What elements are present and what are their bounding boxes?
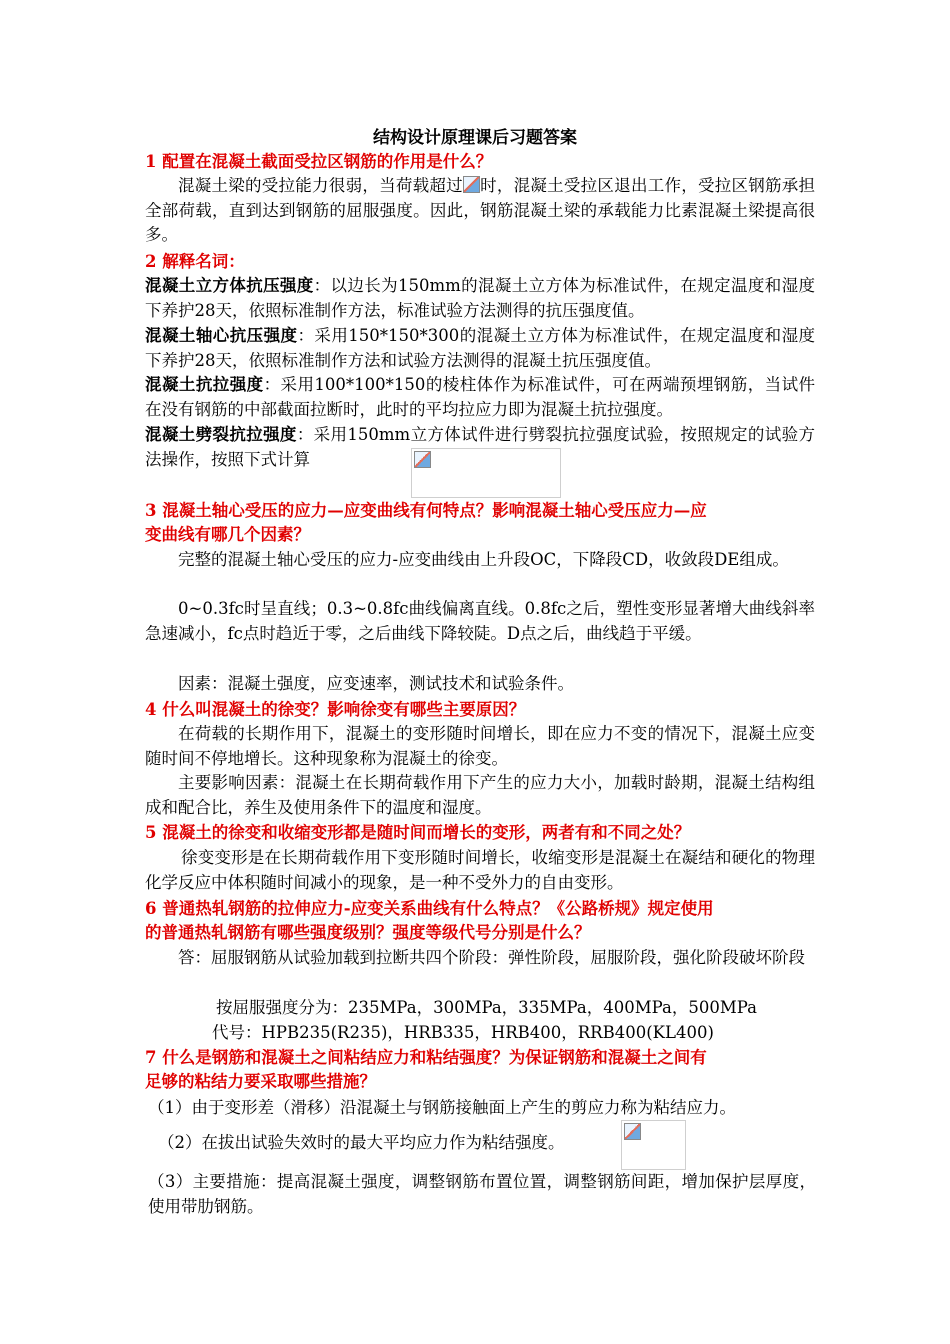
question-4-paragraph-1: 在荷载的长期作用下，混凝土的变形随时间增长，即在应力不变的情况下，混凝土应变随时间不停地增长。这种现象称为混凝土的徐变。 [145, 724, 815, 768]
question-7-paragraph-2: （2）在拔出试验失效时的最大平均应力作为粘结强度。 [158, 1133, 565, 1152]
term-name: 混凝土抗拉强度 [145, 375, 264, 394]
question-1-heading: 1 配置在混凝土截面受拉区钢筋的作用是什么？ [145, 152, 493, 171]
question-5-heading: 5 混凝土的徐变和收缩变形都是随时间而增长的变形，两者有和不同之处？ [145, 823, 691, 842]
question-6-heading-line-2: 的普通热轧钢筋有哪些强度级别？强度等级代号分别是什么？ [145, 923, 591, 942]
question-3-paragraph-1: 完整的混凝土轴心受压的应力-应变曲线由上升段OC，下降段CD，收敛段DE组成。 [178, 550, 789, 569]
term-name: 混凝土劈裂抗拉强度 [145, 425, 297, 444]
term-text: ：采用150mm立方体试件进行劈裂抗拉强度试验，按照规定的试验方法操作，按照下式计算 [145, 425, 816, 469]
broken-image-icon [463, 176, 480, 193]
broken-image-icon [624, 1123, 641, 1140]
term-name: 混凝土轴心抗压强度 [145, 326, 298, 345]
question-7-heading-line-2: 足够的粘结力要采取哪些措施？ [145, 1072, 376, 1091]
question-3-heading-line-1: 3 混凝土轴心受压的应力—应变曲线有何特点？影响混凝土轴心受压应力—应 [145, 501, 707, 520]
term-definition [145, 324, 815, 373]
term-text: ：以边长为150mm的混凝土立方体为标准试件，在规定温度和湿度下养护28天，依照标准制作方法，标准试验方法测得的抗压强度值。 [145, 276, 815, 320]
question-3-paragraph-2: 0~0.3fc时呈直线；0.3~0.8fc曲线偏离直线。0.8fc之后，塑性变形显著增大曲线斜率急速减小，fc点时趋近于零，之后曲线下降较陡。D点之后，曲线趋于平缓。 [145, 599, 815, 643]
broken-image-icon [414, 451, 431, 468]
term-definition [145, 274, 815, 323]
term-definition [145, 373, 815, 422]
question-6-paragraph-3: 代号：HPB235(R235)，HRB335，HRB400，RRB400(KL400) [212, 1023, 714, 1042]
question-2-heading: 2 解释名词： [145, 252, 245, 271]
question-1-answer-part-b: 时，混凝土受拉区退出工作，受拉区钢筋承担全部荷载，直到达到钢筋的屈服强度。因此，钢筋混凝土梁的承载能力比素混凝土梁提高很多。 [145, 176, 816, 245]
question-1-answer-part-a: 混凝土梁的受拉能力很弱，当荷载超过 [178, 176, 463, 195]
formula-image-placeholder [411, 448, 561, 498]
question-6-paragraph-2: 按屈服强度分为：235MPa，300MPa，335MPa，400MPa，500MPa [216, 998, 757, 1017]
question-6-paragraph-1: 答：屈服钢筋从试验加载到拉断共四个阶段：弹性阶段，屈服阶段，强化阶段破坏阶段 [178, 948, 805, 967]
question-7-paragraph-3: （3）主要措施：提高混凝土强度，调整钢筋布置位置，调整钢筋间距，增加保护层厚度，使用带肋钢筋。 [148, 1172, 816, 1216]
question-4-heading: 4 什么叫混凝土的徐变？影响徐变有哪些主要原因？ [145, 700, 526, 719]
document-title: 结构设计原理课后习题答案 [373, 128, 577, 148]
term-name: 混凝土立方体抗压强度 [145, 276, 314, 295]
question-7-paragraph-1: （1）由于变形差（滑移）沿混凝土与钢筋接触面上产生的剪应力称为粘结应力。 [148, 1098, 736, 1117]
question-4-paragraph-2: 主要影响因素：混凝土在长期荷载作用下产生的应力大小，加载时龄期，混凝土结构组成和配合比，养生及使用条件下的温度和湿度。 [145, 773, 815, 817]
term-text: ：采用150*150*300的混凝土立方体为标准试件，在规定温度和湿度下养护28天，依照标准制作方法和试验方法测得的混凝土抗压强度值。 [145, 326, 816, 370]
term-text: ：采用100*100*150的棱柱体作为标准试件，可在两端预埋钢筋，当试件在没有钢筋的中部截面拉断时，此时的平均拉应力即为混凝土抗拉强度。 [145, 375, 816, 419]
question-5-paragraph-1: 徐变变形是在长期荷载作用下变形随时间增长，收缩变形是混凝土在凝结和硬化的物理化学反应中体积随时间减小的现象，是一种不受外力的自由变形。 [145, 848, 815, 892]
question-1-answer [145, 174, 815, 248]
formula-image-placeholder [621, 1120, 686, 1170]
question-3-heading-line-2: 变曲线有哪几个因素？ [145, 525, 310, 544]
question-7-heading-line-1: 7 什么是钢筋和混凝土之间粘结应力和粘结强度？为保证钢筋和混凝土之间有 [145, 1048, 707, 1067]
question-3-paragraph-3: 因素：混凝土强度，应变速率，测试技术和试验条件。 [178, 674, 574, 693]
question-6-heading-line-1: 6 普通热轧钢筋的拉伸应力-应变关系曲线有什么特点？《公路桥规》规定使用 [145, 899, 714, 918]
